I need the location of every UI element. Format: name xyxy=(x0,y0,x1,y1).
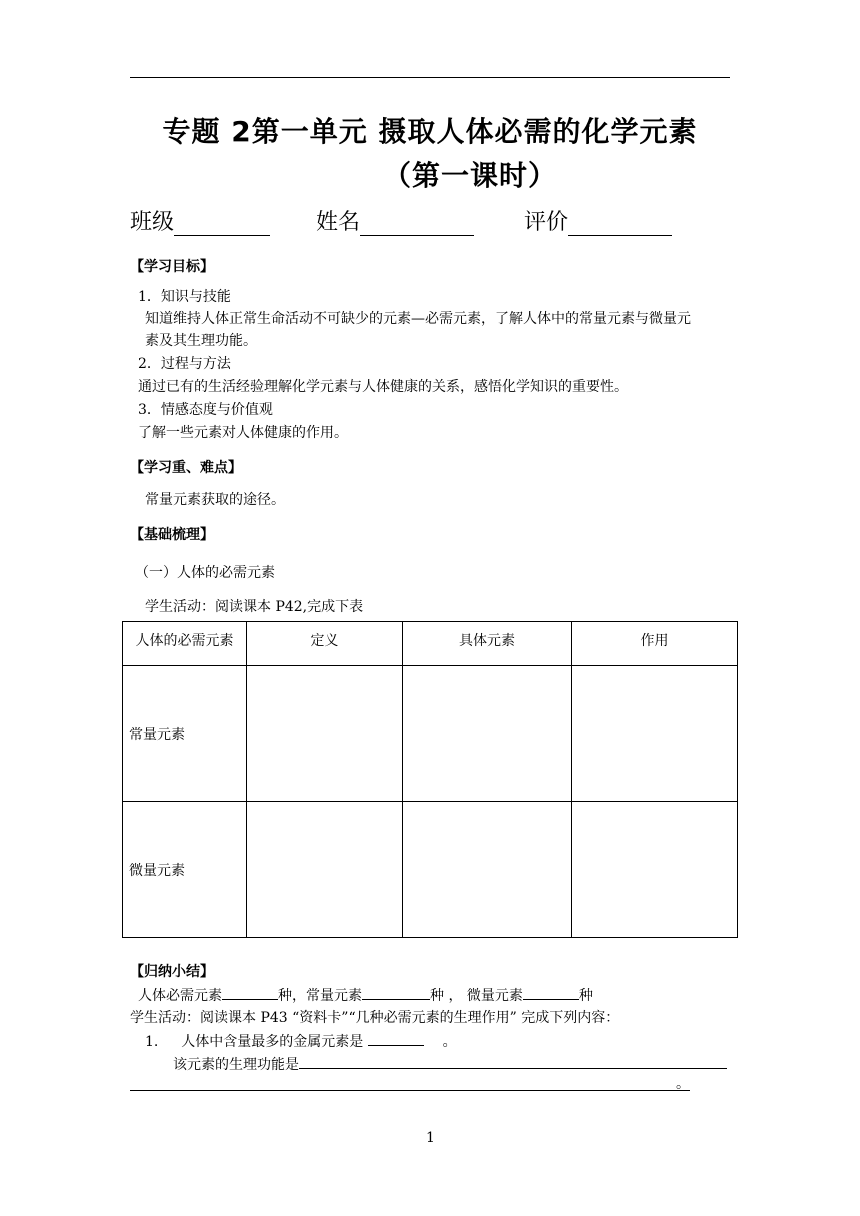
table-header-cell xyxy=(572,622,738,666)
keypoints-heading: 【学习重、难点】 xyxy=(130,460,242,476)
header-function: 作用 xyxy=(640,633,669,649)
table-row xyxy=(123,802,738,938)
table-cell[interactable] xyxy=(247,666,403,802)
function-end: 。 xyxy=(676,1076,690,1092)
answer-line[interactable] xyxy=(130,1090,690,1091)
row-label-trace: 微量元素 xyxy=(129,862,185,879)
goal1-title: 1．知识与技能 xyxy=(138,289,231,305)
summary-essential-label: 人体必需元素 xyxy=(138,988,222,1004)
header-definition: 定义 xyxy=(310,633,339,649)
name-field xyxy=(316,205,474,236)
table-cell[interactable] xyxy=(247,802,403,938)
table-header-cell xyxy=(403,622,572,666)
name-label: 姓名 xyxy=(316,210,361,235)
essential-count-blank[interactable] xyxy=(222,985,278,1000)
top-rule xyxy=(130,77,730,78)
eval-blank[interactable] xyxy=(568,213,672,236)
goal3-text: 了解一些元素对人体健康的作用。 xyxy=(138,425,348,441)
eval-field xyxy=(524,205,672,236)
table-header-cell xyxy=(123,622,247,666)
goal2-text: 通过已有的生活经验理解化学元素与人体健康的关系，感悟化学知识的重要性。 xyxy=(138,379,628,395)
keypoints-text: 常量元素获取的途径。 xyxy=(145,492,285,508)
question-1-function xyxy=(173,1054,727,1075)
basics-sub1: （一）人体的必需元素 xyxy=(135,565,275,581)
class-label: 班级 xyxy=(130,210,175,235)
basics-heading: 【基础梳理】 xyxy=(130,527,214,543)
goals-heading: 【学习目标】 xyxy=(130,259,214,275)
question-end: 。 xyxy=(442,1034,457,1050)
class-field xyxy=(130,205,270,236)
metal-element-blank[interactable] xyxy=(368,1031,424,1046)
function-label: 该元素的生理功能是 xyxy=(173,1057,299,1073)
table-cell[interactable] xyxy=(572,666,738,802)
page-title-line1: 专题 2第一单元 摄取人体必需的化学元素 xyxy=(162,115,698,148)
basics-activity: 学生活动：阅读课本 P42,完成下表 xyxy=(145,599,364,615)
summary-trace-label: 种 ， 微量元素 xyxy=(430,988,523,1004)
page-title-line2: （第一课时） xyxy=(382,159,557,192)
question-number: 1. xyxy=(145,1034,159,1050)
table-header-cell xyxy=(247,622,403,666)
name-blank[interactable] xyxy=(360,213,474,236)
table-header-row xyxy=(123,622,738,666)
elements-table xyxy=(122,621,738,938)
macro-count-blank[interactable] xyxy=(362,985,430,1000)
function-blank[interactable] xyxy=(299,1054,727,1069)
table-cell[interactable] xyxy=(403,666,572,802)
table-row xyxy=(123,666,738,802)
question-text: 人体中含量最多的金属元素是 xyxy=(181,1034,364,1050)
summary-unit: 种 xyxy=(578,988,593,1004)
goal1-text-b: 素及其生理功能。 xyxy=(145,333,257,349)
row-label-macro: 常量元素 xyxy=(129,726,185,743)
table-cell[interactable] xyxy=(572,802,738,938)
summary-macro-label: 种，常量元素 xyxy=(278,988,362,1004)
header-elements: 具体元素 xyxy=(459,633,515,649)
table-cell xyxy=(123,666,247,802)
table-cell xyxy=(123,802,247,938)
eval-label: 评价 xyxy=(524,210,569,235)
goal2-title: 2．过程与方法 xyxy=(138,356,231,372)
header-essential: 人体的必需元素 xyxy=(135,633,234,649)
summary-line1 xyxy=(138,985,593,1006)
class-blank[interactable] xyxy=(174,213,270,236)
summary-heading: 【归纳小结】 xyxy=(130,964,214,980)
summary-activity2: 学生活动：阅读课本 P43 “资料卡”“几种必需元素的生理作用” 完成下列内容： xyxy=(130,1010,620,1026)
question-1 xyxy=(145,1031,457,1052)
goal3-title: 3．情感态度与价值观 xyxy=(138,402,273,418)
table-cell[interactable] xyxy=(403,802,572,938)
trace-count-blank[interactable] xyxy=(523,985,579,1000)
page-number: 1 xyxy=(426,1130,435,1146)
goal1-text-a: 知道维持人体正常生命活动不可缺少的元素—必需元素，了解人体中的常量元素与微量元 xyxy=(145,311,691,327)
